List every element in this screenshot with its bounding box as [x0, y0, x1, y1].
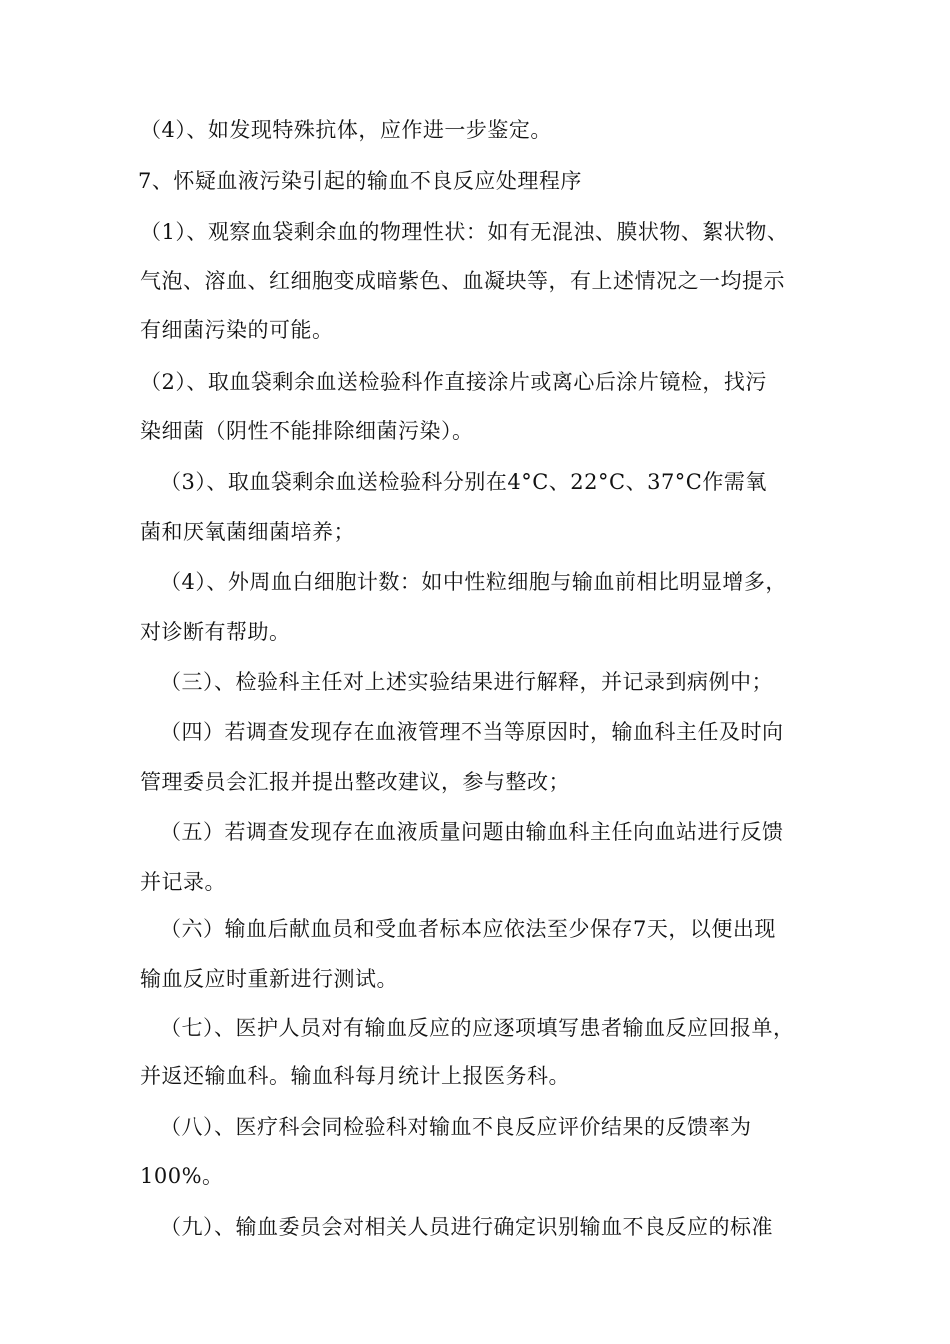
text-line: （四）若调查发现存在血液管理不当等原因时，输血科主任及时向	[160, 720, 784, 744]
text-line: （八）、医疗科会同检验科对输血不良反应评价结果的反馈率为	[160, 1115, 752, 1139]
text-line: 染细菌（阴性不能排除细菌污染）。	[140, 419, 474, 443]
section-heading: 7、怀疑血液污染引起的输血不良反应处理程序	[138, 169, 582, 193]
text-line: 并返还输血科。输血科每月统计上报医务科。	[140, 1064, 570, 1088]
text-line: 输血反应时重新进行测试。	[140, 967, 398, 991]
text-line: 气泡、溶血、红细胞变成暗紫色、血凝块等，有上述情况之一均提示	[140, 269, 785, 293]
text-line: （六）输血后献血员和受血者标本应依法至少保存7天，以便出现	[160, 917, 776, 941]
text-line: （五）若调查发现存在血液质量问题由输血科主任向血站进行反馈	[160, 820, 784, 844]
text-line: （3）、取血袋剩余血送检验科分别在4°C、22°C、37°C作需氧	[160, 470, 767, 494]
text-line: 100%。	[140, 1164, 224, 1188]
text-line: 管理委员会汇报并提出整改建议，参与整改；	[140, 770, 570, 794]
text-line: 并记录。	[140, 870, 226, 894]
text-line: （4）、外周血白细胞计数：如中性粒细胞与输血前相比明显增多，	[160, 570, 787, 594]
text-line: （2）、取血袋剩余血送检验科作直接涂片或离心后涂片镜检，找污	[140, 370, 767, 394]
text-line: 对诊断有帮助。	[140, 620, 291, 644]
text-line: 有细菌污染的可能。	[140, 318, 334, 342]
text-line: 菌和厌氧菌细菌培养；	[140, 520, 355, 544]
text-line: （七）、医护人员对有输血反应的应逐项填写患者输血反应回报单，	[160, 1016, 795, 1040]
text-line: （九）、输血委员会对相关人员进行确定识别输血不良反应的标准	[160, 1215, 773, 1239]
text-line: （三）、检验科主任对上述实验结果进行解释，并记录到病例中；	[160, 670, 773, 694]
text-line: （1）、观察血袋剩余血的物理性状：如有无混浊、膜状物、絮状物、	[140, 220, 789, 244]
text-line: （4）、如发现特殊抗体，应作进一步鉴定。	[140, 118, 552, 142]
